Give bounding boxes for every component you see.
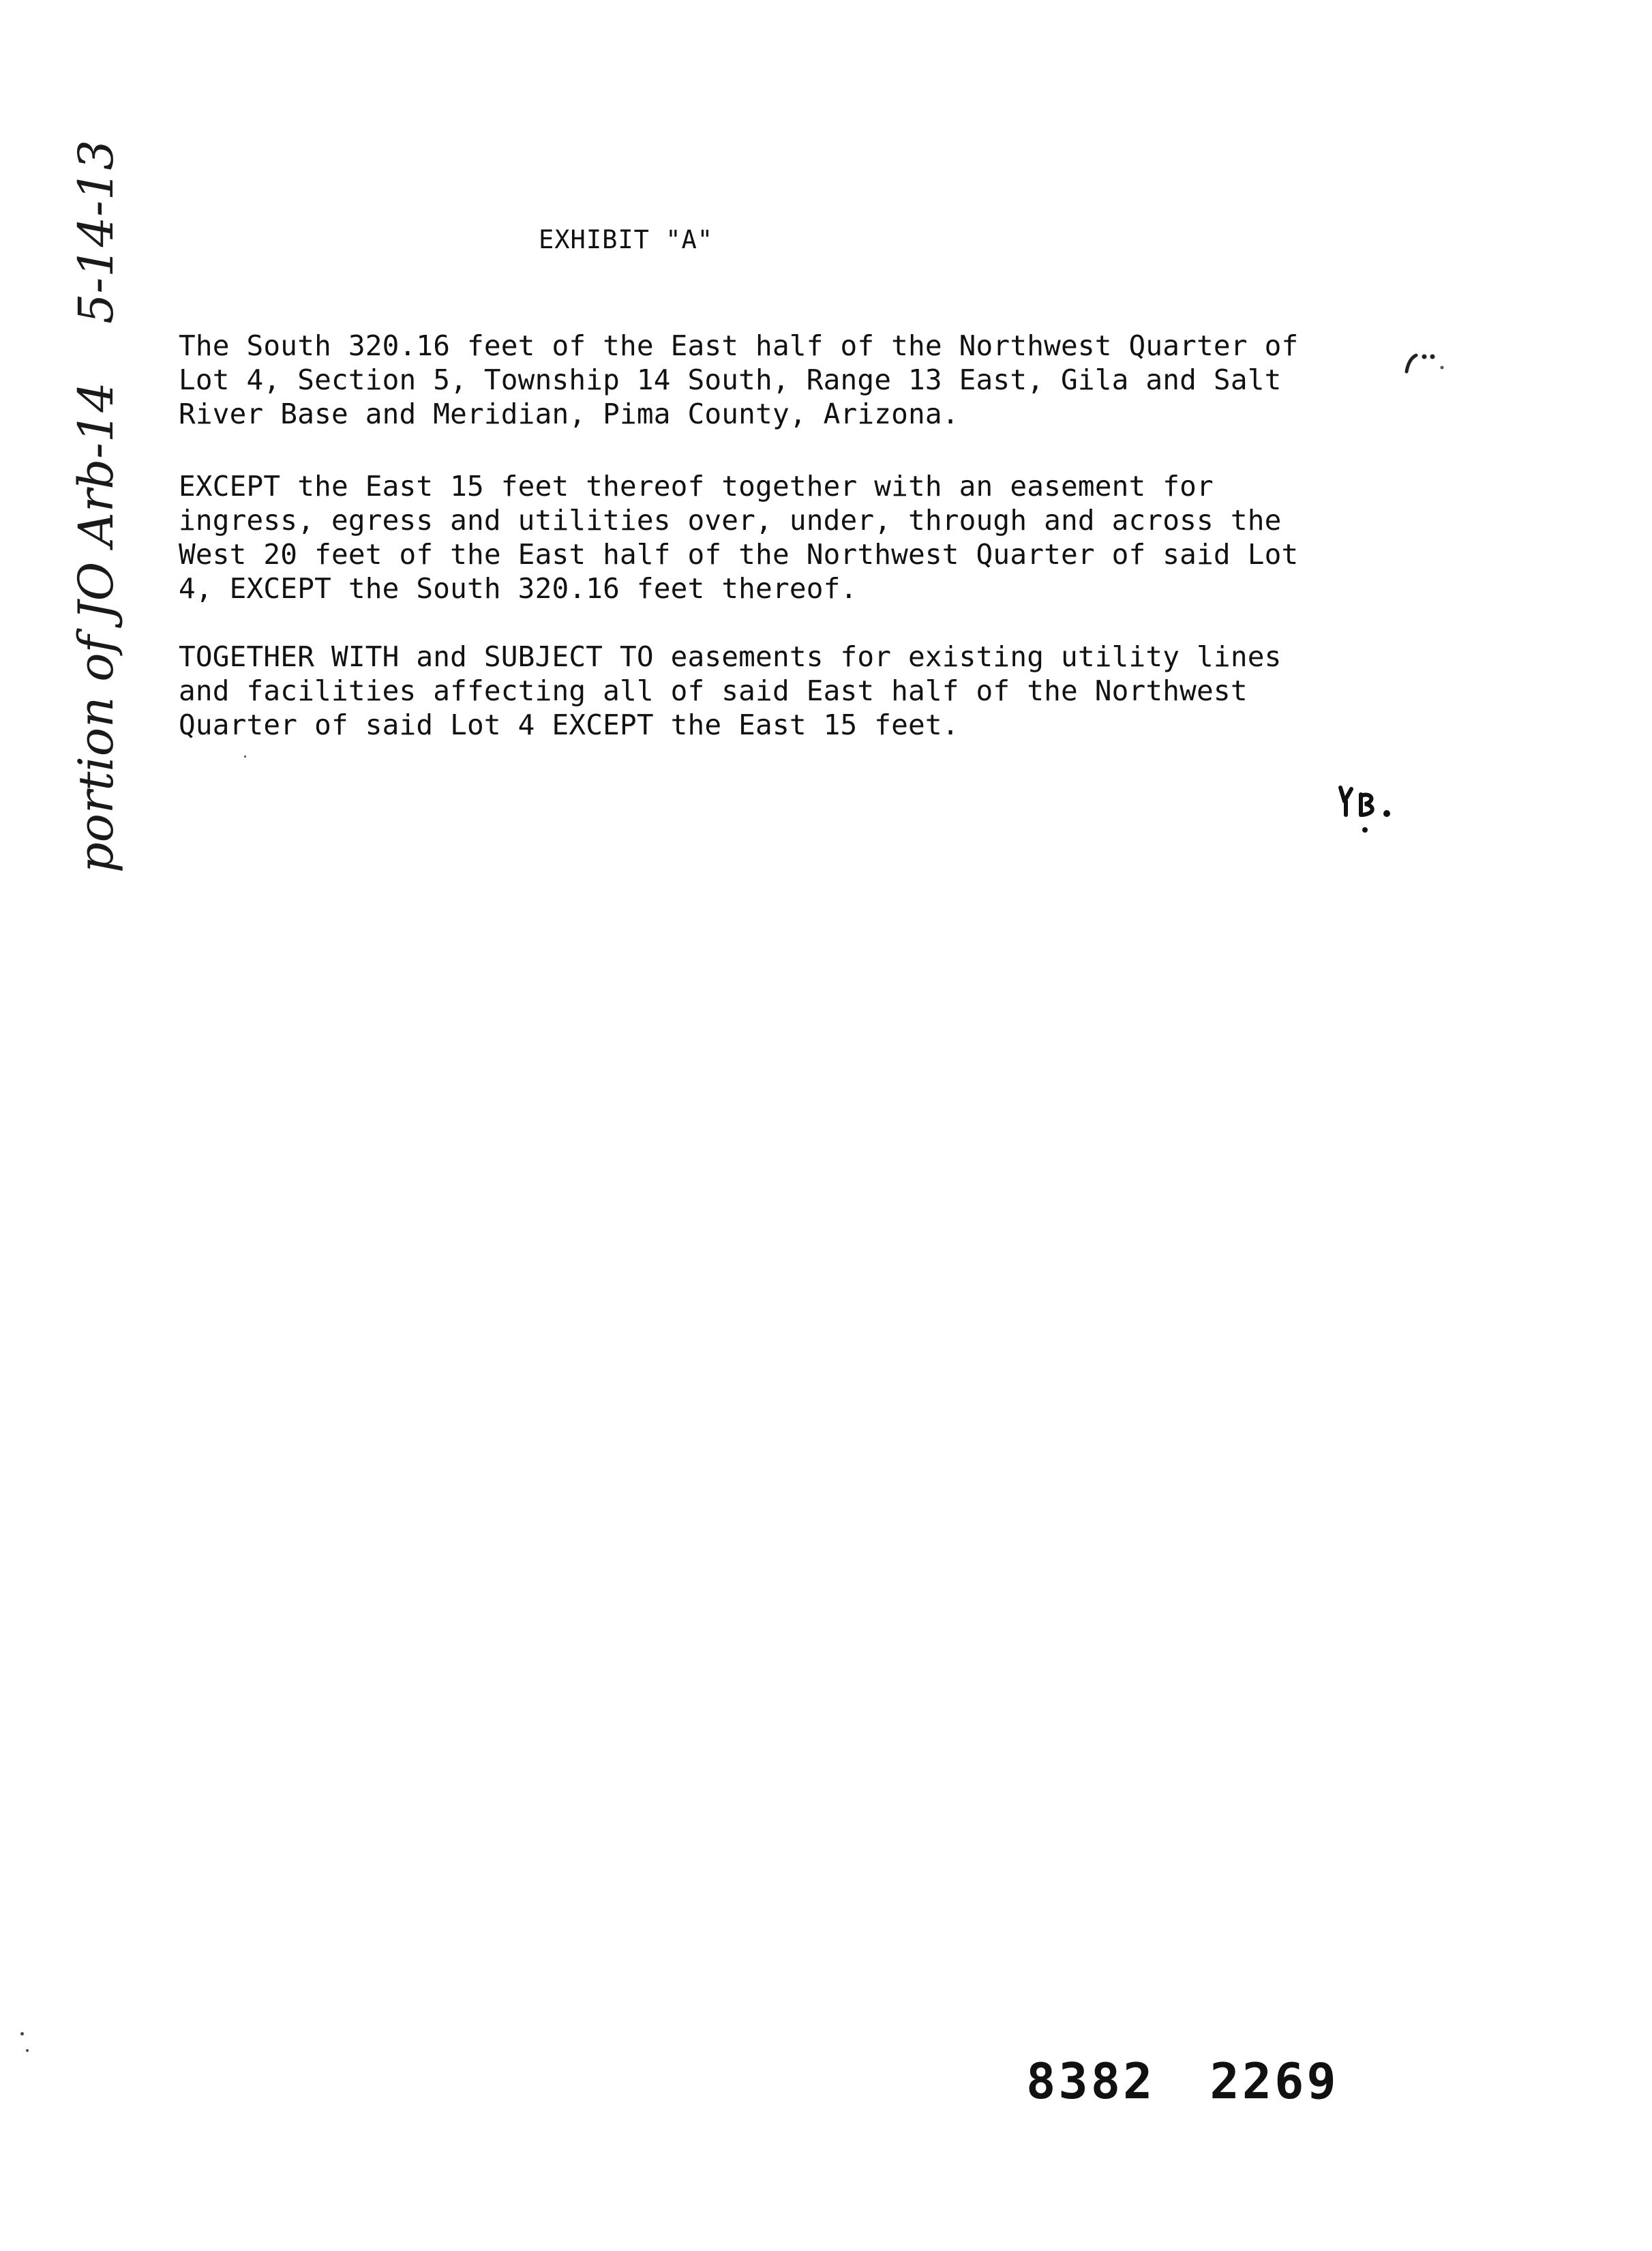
legal-description-paragraph-3 xyxy=(179,640,1281,742)
handwritten-margin-note: portion of JO Arb-14 xyxy=(68,382,124,873)
paragraph-line: and facilities affecting all of said East half of the Northwest xyxy=(179,674,1248,707)
legal-description-paragraph-2 xyxy=(179,469,1298,606)
paragraph-line: ingress, egress and utilities over, under, through and across the xyxy=(179,504,1282,537)
handwritten-initials-mark xyxy=(1331,774,1406,835)
paragraph-line: TOGETHER WITH and SUBJECT TO easements for existing utility lines xyxy=(179,640,1282,673)
paragraph-line: The South 320.16 feet of the East half of the Northwest Quarter of xyxy=(179,329,1299,362)
paragraph-line: 4, EXCEPT the South 320.16 feet thereof. xyxy=(179,572,858,605)
handwritten-margin-date: 5-14-13 xyxy=(68,140,124,324)
scan-speck xyxy=(244,756,246,758)
paragraph-line: Quarter of said Lot 4 EXCEPT the East 15 feet. xyxy=(179,709,959,741)
paragraph-line: West 20 feet of the East half of the Northwest Quarter of said Lot xyxy=(179,538,1299,571)
handwritten-tick-mark xyxy=(1401,344,1449,378)
scan-speck xyxy=(20,2032,24,2036)
paragraph-line: EXCEPT the East 15 feet thereof together with an easement for xyxy=(179,470,1214,503)
exhibit-title: EXHIBIT "A" xyxy=(539,225,714,254)
scan-speck xyxy=(26,2049,29,2052)
paragraph-line: River Base and Meridian, Pima County, Arizona. xyxy=(179,398,959,430)
recording-number xyxy=(1026,2053,1339,2110)
paragraph-line: Lot 4, Section 5, Township 14 South, Range 13 East, Gila and Salt xyxy=(179,363,1282,396)
recording-book-number: 8382 xyxy=(1026,2053,1156,2110)
recording-page-number: 2269 xyxy=(1210,2053,1339,2110)
legal-description-paragraph-1 xyxy=(179,329,1298,431)
